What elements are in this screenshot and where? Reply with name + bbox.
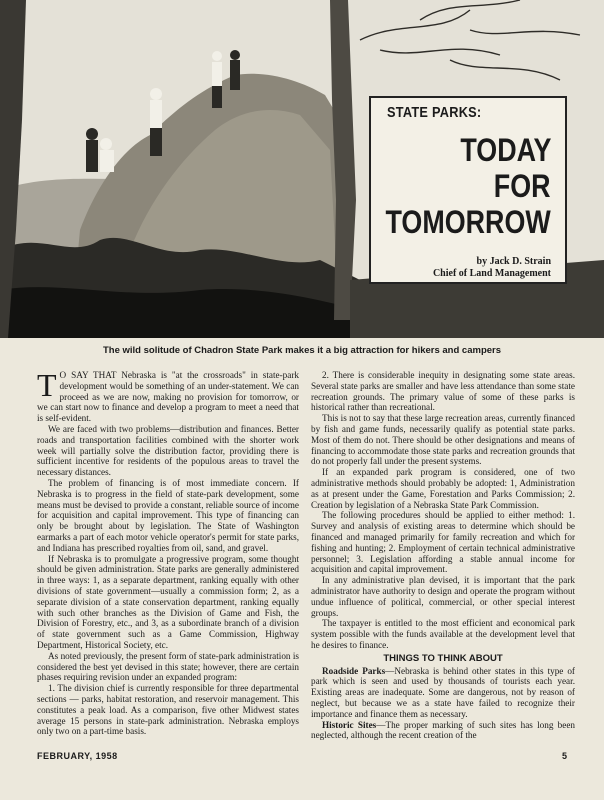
paragraph-text: O SAY THAT Nebraska is "at the crossroads" in state-park development would be something of an under-statement. We can proceed as we are now, making no provision for tomorrow, or we can start now to finance and develop a program to meet a need that is self-evident. bbox=[37, 370, 299, 424]
runin-label: Roadside Parks bbox=[322, 665, 386, 676]
title-box bbox=[369, 96, 567, 284]
photo-caption: The wild solitude of Chadron State Park makes it a big attraction for hikers and campers bbox=[102, 345, 502, 356]
paragraph: We are faced with two problems—distribution and finances. Better roads and transportation facilities combined with the shorter work week will partially solve the distribution factor, providing there is sufficient incentive for residents of the populous areas to travel the necessary distances. bbox=[37, 423, 299, 478]
title-line-tomorrow: TOMORROW bbox=[385, 204, 551, 240]
paragraph-roadside-parks bbox=[311, 666, 575, 720]
paragraph: In any administrative plan devised, it is important that the park administrator have authority to design and operate the program without undue influence of political, commercial, or other special interest groups. bbox=[311, 575, 575, 618]
runin-label: Historic Sites bbox=[322, 719, 377, 730]
footer-page-number: 5 bbox=[562, 751, 568, 761]
paragraph: The taxpayer is entitled to the most efficient and economical park system possible with the funds available at the development level that he desires to finance. bbox=[311, 618, 575, 650]
runin-text: —Nebraska is behind other states in this type of park which is seen and used by thousands of tourists each year. Existing areas are inadequate. Some are dangerous, not by reason of neglect, but because we as a state have failed to recognize their importance and finance them as necessary. bbox=[311, 665, 575, 719]
article-kicker: STATE PARKS: bbox=[387, 104, 482, 121]
drop-cap: T bbox=[37, 367, 57, 403]
section-subhead: THINGS TO THINK ABOUT bbox=[383, 652, 503, 664]
paragraph: If Nebraska is to promulgate a progressive program, some thought should be given administration. State parks are generally administered in three ways: 1, as a separate department, ranking equally with other divisions of state government—usually a commission form; 2, as a separate division of a state conservation department, ranking equally with such other branches as the Division of Game and Fish, the Division of Forestry, etc., and 3, as a subordinate branch of a division of state government such as a Game Commission, Highway Department, Historical Society, etc. bbox=[37, 553, 299, 650]
footer-issue-date: FEBRUARY, 1958 bbox=[37, 751, 118, 761]
paragraph: 2. There is considerable inequity in designating some state areas. Several state parks are smaller and have less attendance than some state recreation grounds. The primary value of some of these parks is historical rather than recreational. bbox=[311, 370, 575, 413]
paragraph bbox=[37, 367, 299, 424]
left-column bbox=[37, 367, 299, 737]
paragraph-historic-sites bbox=[311, 720, 575, 742]
paragraph: 1. The division chief is currently responsible for three departmental sections — parks, habitat restoration, and reservoir management. This constitutes a peak load. As a comparison, five other Midwest states average 15 persons in state-park administration. Nebraska employs only two on a part-time basis. bbox=[37, 683, 299, 737]
paragraph: The problem of financing is of most immediate concern. If Nebraska is to progress in the field of state-park development, some means must be devised to provide a constant, reliable source of income for acquisition and capital improvement. This type of financing can only be brought about by legislation. The State of Washington earmarks a part of each motor vehicle operator's permit for state parks, and Indiana has prescribed royalties from oil, sand, and gravel. bbox=[37, 477, 299, 553]
title-line-today: TODAY bbox=[459, 132, 551, 168]
cover-photo bbox=[0, 0, 604, 338]
paragraph: This is not to say that these large recreation areas, currently financed by fish and game funds, necessarily qualify as potential state parks. Most of them do not. There should be other designations and means of financing to accommodate those state parks and recreation grounds that do not properly fall under the present systems. bbox=[311, 413, 575, 467]
paragraph: As noted previously, the present form of state-park administration is considered the best yet devised in this state; however, there are certain phases requiring revision under an expanded program: bbox=[37, 650, 299, 683]
paragraph: If an expanded park program is considered, one of two administrative methods should probably be adopted: 1, Administration as at present under the Game, Forestation and Parks Commission; 2. Creation by legislation of a Nebraska State Park Commission. bbox=[311, 467, 575, 510]
paragraph: The following procedures should be applied to either method: 1. Survey and analysis of existing areas to determine which should be financed and managed primarily for family recreation and which for fishing and hunting; 2. Employment of certain technical administrative personnel; 3. Legislation affording a stable annual income for acquisition and capital improvement. bbox=[311, 510, 575, 575]
author-title: Chief of Land Management bbox=[432, 268, 551, 279]
title-line-for: FOR bbox=[494, 168, 551, 204]
right-column bbox=[311, 370, 575, 741]
runin-text: —The proper marking of such sites has long been neglected, although the recent creation of the bbox=[311, 719, 576, 741]
byline: by Jack D. Strain bbox=[476, 256, 551, 267]
